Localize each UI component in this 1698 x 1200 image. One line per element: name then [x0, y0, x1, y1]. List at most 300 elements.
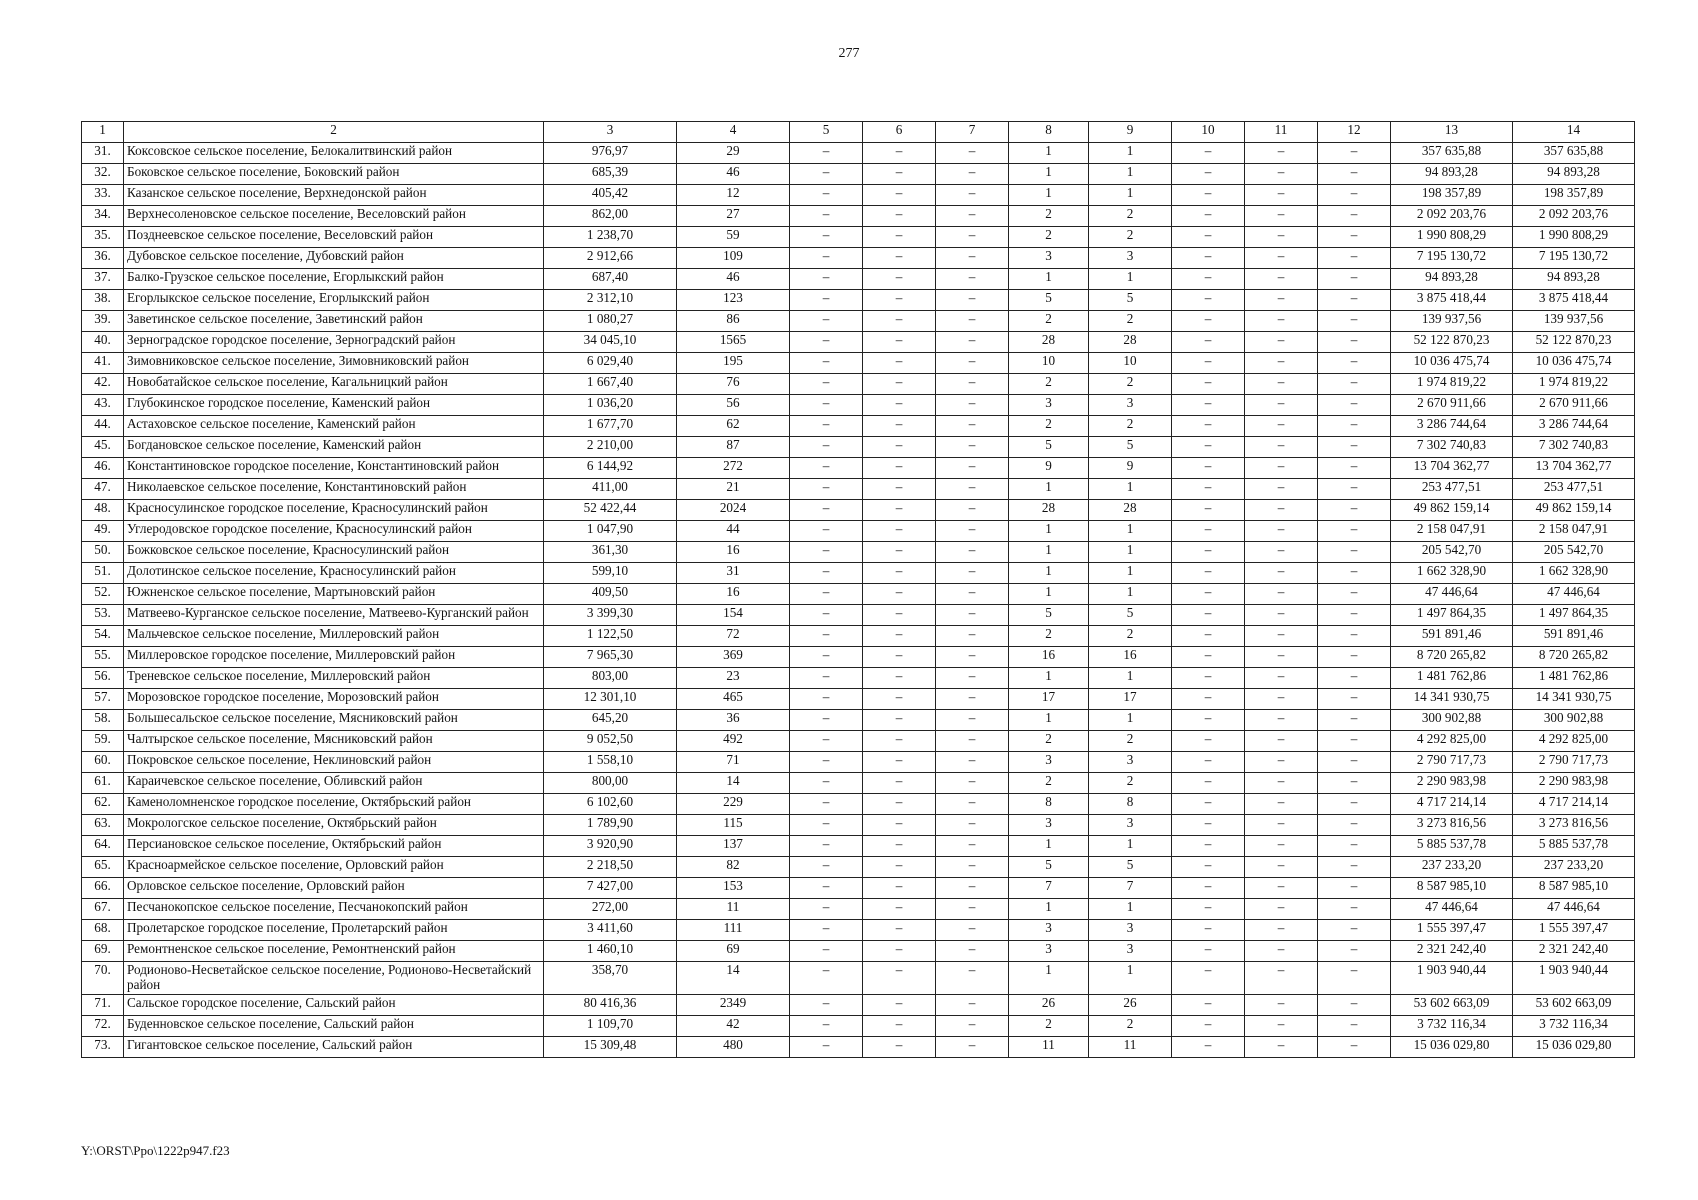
row-number-cell: 36.: [82, 248, 124, 269]
value-cell: –: [790, 437, 863, 458]
value-cell: 7 427,00: [544, 878, 677, 899]
table-row: [82, 731, 1635, 752]
value-cell: –: [1172, 731, 1245, 752]
value-cell: 1 036,20: [544, 395, 677, 416]
value-cell: –: [790, 1036, 863, 1057]
value-cell: 6 102,60: [544, 794, 677, 815]
value-cell: –: [1318, 899, 1391, 920]
row-number-cell: 66.: [82, 878, 124, 899]
row-number-cell: 42.: [82, 374, 124, 395]
value-cell: 8: [1009, 794, 1089, 815]
value-cell: 272: [677, 458, 790, 479]
row-number-cell: 51.: [82, 563, 124, 584]
value-cell: –: [1318, 584, 1391, 605]
value-cell: 49 862 159,14: [1513, 500, 1635, 521]
settlement-name-cell: Караичевское сельское поселение, Обливский район: [124, 773, 544, 794]
value-cell: –: [936, 605, 1009, 626]
value-cell: –: [1172, 1036, 1245, 1057]
value-cell: –: [936, 248, 1009, 269]
value-cell: –: [790, 710, 863, 731]
value-cell: –: [1245, 458, 1318, 479]
value-cell: –: [1245, 1036, 1318, 1057]
value-cell: –: [1172, 143, 1245, 164]
value-cell: 2: [1009, 374, 1089, 395]
value-cell: 94 893,28: [1513, 269, 1635, 290]
value-cell: –: [1245, 521, 1318, 542]
value-cell: –: [1318, 1015, 1391, 1036]
value-cell: 28: [1009, 332, 1089, 353]
value-cell: 62: [677, 416, 790, 437]
value-cell: –: [1172, 710, 1245, 731]
row-number-cell: 71.: [82, 994, 124, 1015]
value-cell: –: [863, 143, 936, 164]
row-number-cell: 62.: [82, 794, 124, 815]
value-cell: –: [790, 290, 863, 311]
value-cell: 198 357,89: [1513, 185, 1635, 206]
value-cell: –: [1318, 437, 1391, 458]
value-cell: –: [936, 185, 1009, 206]
value-cell: 1: [1089, 836, 1172, 857]
value-cell: 1: [1089, 164, 1172, 185]
value-cell: –: [936, 899, 1009, 920]
value-cell: –: [1172, 584, 1245, 605]
value-cell: –: [863, 269, 936, 290]
settlement-name-cell: Южненское сельское поселение, Мартыновский район: [124, 584, 544, 605]
settlement-name-cell: Большесальское сельское поселение, Мясниковский район: [124, 710, 544, 731]
value-cell: 357 635,88: [1391, 143, 1513, 164]
value-cell: 1 080,27: [544, 311, 677, 332]
table-row: [82, 269, 1635, 290]
value-cell: –: [790, 395, 863, 416]
value-cell: –: [790, 479, 863, 500]
value-cell: 52 122 870,23: [1513, 332, 1635, 353]
value-cell: 229: [677, 794, 790, 815]
value-cell: –: [1245, 920, 1318, 941]
value-cell: –: [863, 773, 936, 794]
value-cell: 591 891,46: [1391, 626, 1513, 647]
value-cell: –: [936, 311, 1009, 332]
value-cell: 16: [1009, 647, 1089, 668]
value-cell: 4 717 214,14: [1513, 794, 1635, 815]
table-row: [82, 605, 1635, 626]
value-cell: 195: [677, 353, 790, 374]
value-cell: –: [863, 1036, 936, 1057]
value-cell: –: [1172, 920, 1245, 941]
value-cell: –: [1245, 143, 1318, 164]
value-cell: –: [1318, 626, 1391, 647]
value-cell: –: [1245, 584, 1318, 605]
table-row: [82, 500, 1635, 521]
value-cell: 47 446,64: [1513, 899, 1635, 920]
value-cell: 3 732 116,34: [1513, 1015, 1635, 1036]
value-cell: 2: [1089, 311, 1172, 332]
value-cell: 8 720 265,82: [1513, 647, 1635, 668]
column-header: 6: [863, 122, 936, 143]
value-cell: –: [936, 1015, 1009, 1036]
settlement-name-cell: Боковское сельское поселение, Боковский район: [124, 164, 544, 185]
value-cell: 1 903 940,44: [1391, 962, 1513, 995]
settlement-name-cell: Коксовское сельское поселение, Белокалитвинский район: [124, 143, 544, 164]
value-cell: 111: [677, 920, 790, 941]
value-cell: 52 422,44: [544, 500, 677, 521]
value-cell: 2: [1089, 731, 1172, 752]
value-cell: –: [1318, 248, 1391, 269]
value-cell: –: [1172, 185, 1245, 206]
value-cell: –: [790, 878, 863, 899]
value-cell: –: [936, 710, 1009, 731]
value-cell: 4 292 825,00: [1513, 731, 1635, 752]
value-cell: –: [1318, 878, 1391, 899]
table-body: [82, 122, 1635, 1058]
value-cell: 5: [1009, 290, 1089, 311]
value-cell: –: [936, 563, 1009, 584]
column-header: 3: [544, 122, 677, 143]
table-header-row: [82, 122, 1635, 143]
value-cell: 17: [1089, 689, 1172, 710]
row-number-cell: 34.: [82, 206, 124, 227]
value-cell: 11: [677, 899, 790, 920]
value-cell: 14 341 930,75: [1513, 689, 1635, 710]
column-header: 14: [1513, 122, 1635, 143]
value-cell: –: [1318, 353, 1391, 374]
settlement-name-cell: Дубовское сельское поселение, Дубовский район: [124, 248, 544, 269]
column-header: 10: [1172, 122, 1245, 143]
table-row: [82, 1015, 1635, 1036]
value-cell: –: [1318, 731, 1391, 752]
value-cell: 47 446,64: [1391, 899, 1513, 920]
value-cell: 2 312,10: [544, 290, 677, 311]
value-cell: 4 717 214,14: [1391, 794, 1513, 815]
value-cell: 645,20: [544, 710, 677, 731]
value-cell: 16: [1089, 647, 1172, 668]
value-cell: 1: [1089, 521, 1172, 542]
value-cell: –: [1172, 374, 1245, 395]
value-cell: 28: [1009, 500, 1089, 521]
value-cell: –: [1318, 479, 1391, 500]
value-cell: –: [790, 626, 863, 647]
value-cell: –: [936, 626, 1009, 647]
row-number-cell: 37.: [82, 269, 124, 290]
value-cell: 1 677,70: [544, 416, 677, 437]
value-cell: 5: [1089, 290, 1172, 311]
value-cell: –: [936, 416, 1009, 437]
value-cell: –: [790, 164, 863, 185]
row-number-cell: 41.: [82, 353, 124, 374]
value-cell: 1: [1009, 668, 1089, 689]
value-cell: 2: [1089, 416, 1172, 437]
value-cell: –: [1318, 185, 1391, 206]
value-cell: –: [1245, 353, 1318, 374]
value-cell: 205 542,70: [1391, 542, 1513, 563]
settlement-name-cell: Зимовниковское сельское поселение, Зимовниковский район: [124, 353, 544, 374]
value-cell: 2 158 047,91: [1391, 521, 1513, 542]
value-cell: 87: [677, 437, 790, 458]
value-cell: 1: [1009, 479, 1089, 500]
value-cell: 1 481 762,86: [1391, 668, 1513, 689]
value-cell: 44: [677, 521, 790, 542]
value-cell: 9 052,50: [544, 731, 677, 752]
value-cell: –: [1172, 290, 1245, 311]
settlement-name-cell: Заветинское сельское поселение, Заветинский район: [124, 311, 544, 332]
value-cell: 16: [677, 584, 790, 605]
value-cell: –: [1318, 857, 1391, 878]
value-cell: –: [1245, 752, 1318, 773]
table-row: [82, 227, 1635, 248]
value-cell: 800,00: [544, 773, 677, 794]
value-cell: 2 092 203,76: [1391, 206, 1513, 227]
data-table-container: [81, 121, 1635, 1058]
value-cell: –: [1245, 710, 1318, 731]
value-cell: 1 555 397,47: [1513, 920, 1635, 941]
value-cell: 1: [1089, 710, 1172, 731]
value-cell: –: [863, 647, 936, 668]
value-cell: –: [1245, 185, 1318, 206]
value-cell: 5: [1089, 437, 1172, 458]
value-cell: 49 862 159,14: [1391, 500, 1513, 521]
value-cell: –: [936, 941, 1009, 962]
column-header: 11: [1245, 122, 1318, 143]
value-cell: –: [1245, 773, 1318, 794]
value-cell: –: [863, 248, 936, 269]
value-cell: 1: [1009, 542, 1089, 563]
table-row: [82, 815, 1635, 836]
value-cell: –: [1245, 815, 1318, 836]
value-cell: –: [1318, 689, 1391, 710]
value-cell: –: [1245, 626, 1318, 647]
value-cell: –: [863, 227, 936, 248]
value-cell: 492: [677, 731, 790, 752]
value-cell: –: [1318, 668, 1391, 689]
row-number-cell: 46.: [82, 458, 124, 479]
row-number-cell: 53.: [82, 605, 124, 626]
value-cell: 1: [1089, 542, 1172, 563]
value-cell: –: [936, 857, 1009, 878]
value-cell: –: [1318, 311, 1391, 332]
value-cell: 2: [1089, 1015, 1172, 1036]
value-cell: 47 446,64: [1513, 584, 1635, 605]
row-number-cell: 49.: [82, 521, 124, 542]
value-cell: 1 481 762,86: [1513, 668, 1635, 689]
value-cell: 109: [677, 248, 790, 269]
value-cell: –: [790, 962, 863, 995]
settlement-name-cell: Треневское сельское поселение, Миллеровский район: [124, 668, 544, 689]
value-cell: 3: [1009, 941, 1089, 962]
value-cell: 3 273 816,56: [1391, 815, 1513, 836]
value-cell: 1 238,70: [544, 227, 677, 248]
value-cell: –: [1318, 815, 1391, 836]
value-cell: –: [863, 353, 936, 374]
value-cell: 1 789,90: [544, 815, 677, 836]
value-cell: –: [790, 563, 863, 584]
value-cell: –: [1318, 710, 1391, 731]
value-cell: –: [1172, 164, 1245, 185]
table-row: [82, 437, 1635, 458]
value-cell: –: [936, 994, 1009, 1015]
value-cell: –: [863, 994, 936, 1015]
value-cell: 10 036 475,74: [1391, 353, 1513, 374]
value-cell: –: [863, 311, 936, 332]
settlement-name-cell: Ремонтненское сельское поселение, Ремонтненский район: [124, 941, 544, 962]
value-cell: –: [936, 836, 1009, 857]
value-cell: –: [790, 668, 863, 689]
table-row: [82, 899, 1635, 920]
value-cell: 52 122 870,23: [1391, 332, 1513, 353]
value-cell: 198 357,89: [1391, 185, 1513, 206]
value-cell: 21: [677, 479, 790, 500]
value-cell: –: [790, 416, 863, 437]
table-row: [82, 878, 1635, 899]
value-cell: –: [1245, 647, 1318, 668]
table-row: [82, 584, 1635, 605]
table-row: [82, 710, 1635, 731]
value-cell: –: [863, 500, 936, 521]
value-cell: 4 292 825,00: [1391, 731, 1513, 752]
table-row: [82, 689, 1635, 710]
value-cell: 205 542,70: [1513, 542, 1635, 563]
data-table: [81, 121, 1635, 1058]
value-cell: 9: [1009, 458, 1089, 479]
table-row: [82, 143, 1635, 164]
value-cell: –: [936, 647, 1009, 668]
value-cell: –: [1172, 752, 1245, 773]
table-row: [82, 994, 1635, 1015]
value-cell: –: [1172, 962, 1245, 995]
row-number-cell: 57.: [82, 689, 124, 710]
table-row: [82, 290, 1635, 311]
row-number-cell: 52.: [82, 584, 124, 605]
value-cell: 1 974 819,22: [1513, 374, 1635, 395]
settlement-name-cell: Мальчевское сельское поселение, Миллеровский район: [124, 626, 544, 647]
value-cell: 1 974 819,22: [1391, 374, 1513, 395]
value-cell: –: [936, 227, 1009, 248]
value-cell: 69: [677, 941, 790, 962]
settlement-name-cell: Астаховское сельское поселение, Каменский район: [124, 416, 544, 437]
value-cell: 1 122,50: [544, 626, 677, 647]
value-cell: –: [790, 353, 863, 374]
table-row: [82, 353, 1635, 374]
settlement-name-cell: Казанское сельское поселение, Верхнедонской район: [124, 185, 544, 206]
value-cell: –: [1172, 878, 1245, 899]
value-cell: 1: [1009, 164, 1089, 185]
value-cell: 2: [1009, 206, 1089, 227]
value-cell: –: [1172, 353, 1245, 374]
row-number-cell: 38.: [82, 290, 124, 311]
value-cell: –: [1172, 542, 1245, 563]
value-cell: 1 667,40: [544, 374, 677, 395]
value-cell: –: [1172, 206, 1245, 227]
value-cell: 369: [677, 647, 790, 668]
value-cell: 72: [677, 626, 790, 647]
value-cell: –: [1245, 248, 1318, 269]
value-cell: –: [863, 584, 936, 605]
value-cell: 3: [1089, 920, 1172, 941]
value-cell: –: [790, 647, 863, 668]
value-cell: 3: [1009, 248, 1089, 269]
value-cell: 3 875 418,44: [1391, 290, 1513, 311]
table-row: [82, 626, 1635, 647]
value-cell: –: [863, 941, 936, 962]
value-cell: –: [790, 752, 863, 773]
column-header: 7: [936, 122, 1009, 143]
value-cell: 82: [677, 857, 790, 878]
column-header: 4: [677, 122, 790, 143]
value-cell: –: [1318, 563, 1391, 584]
value-cell: 3: [1089, 815, 1172, 836]
settlement-name-cell: Родионово-Несветайское сельское поселение, Родионово-Несветайский район: [124, 962, 544, 995]
value-cell: –: [1172, 479, 1245, 500]
value-cell: –: [1318, 164, 1391, 185]
value-cell: 3: [1009, 752, 1089, 773]
row-number-cell: 55.: [82, 647, 124, 668]
value-cell: 687,40: [544, 269, 677, 290]
value-cell: –: [936, 1036, 1009, 1057]
value-cell: –: [1172, 521, 1245, 542]
value-cell: –: [1172, 311, 1245, 332]
value-cell: 1 558,10: [544, 752, 677, 773]
value-cell: –: [790, 458, 863, 479]
value-cell: 94 893,28: [1391, 269, 1513, 290]
value-cell: –: [1318, 941, 1391, 962]
value-cell: 2: [1089, 374, 1172, 395]
row-number-cell: 58.: [82, 710, 124, 731]
value-cell: 23: [677, 668, 790, 689]
value-cell: 26: [1089, 994, 1172, 1015]
value-cell: –: [1245, 395, 1318, 416]
value-cell: –: [863, 479, 936, 500]
row-number-cell: 68.: [82, 920, 124, 941]
value-cell: 3: [1089, 248, 1172, 269]
value-cell: 7: [1089, 878, 1172, 899]
value-cell: 7 195 130,72: [1513, 248, 1635, 269]
row-number-cell: 50.: [82, 542, 124, 563]
settlement-name-cell: Красноармейское сельское поселение, Орловский район: [124, 857, 544, 878]
value-cell: –: [1245, 563, 1318, 584]
table-row: [82, 416, 1635, 437]
value-cell: –: [863, 563, 936, 584]
value-cell: –: [1318, 794, 1391, 815]
value-cell: –: [1318, 773, 1391, 794]
value-cell: 3: [1009, 920, 1089, 941]
value-cell: –: [1318, 521, 1391, 542]
value-cell: –: [790, 185, 863, 206]
table-row: [82, 332, 1635, 353]
value-cell: 10: [1089, 353, 1172, 374]
value-cell: 2 790 717,73: [1391, 752, 1513, 773]
table-row: [82, 164, 1635, 185]
value-cell: –: [1172, 815, 1245, 836]
value-cell: –: [936, 542, 1009, 563]
value-cell: 8 587 985,10: [1513, 878, 1635, 899]
value-cell: –: [936, 290, 1009, 311]
row-number-cell: 35.: [82, 227, 124, 248]
value-cell: 358,70: [544, 962, 677, 995]
table-row: [82, 458, 1635, 479]
value-cell: 5: [1009, 857, 1089, 878]
row-number-cell: 69.: [82, 941, 124, 962]
value-cell: 3 411,60: [544, 920, 677, 941]
value-cell: 7 965,30: [544, 647, 677, 668]
settlement-name-cell: Сальское городское поселение, Сальский район: [124, 994, 544, 1015]
row-number-cell: 33.: [82, 185, 124, 206]
value-cell: 14: [677, 773, 790, 794]
row-number-cell: 47.: [82, 479, 124, 500]
table-row: [82, 542, 1635, 563]
value-cell: –: [863, 752, 936, 773]
value-cell: –: [1172, 458, 1245, 479]
value-cell: –: [1245, 994, 1318, 1015]
value-cell: –: [790, 521, 863, 542]
value-cell: 1: [1089, 143, 1172, 164]
